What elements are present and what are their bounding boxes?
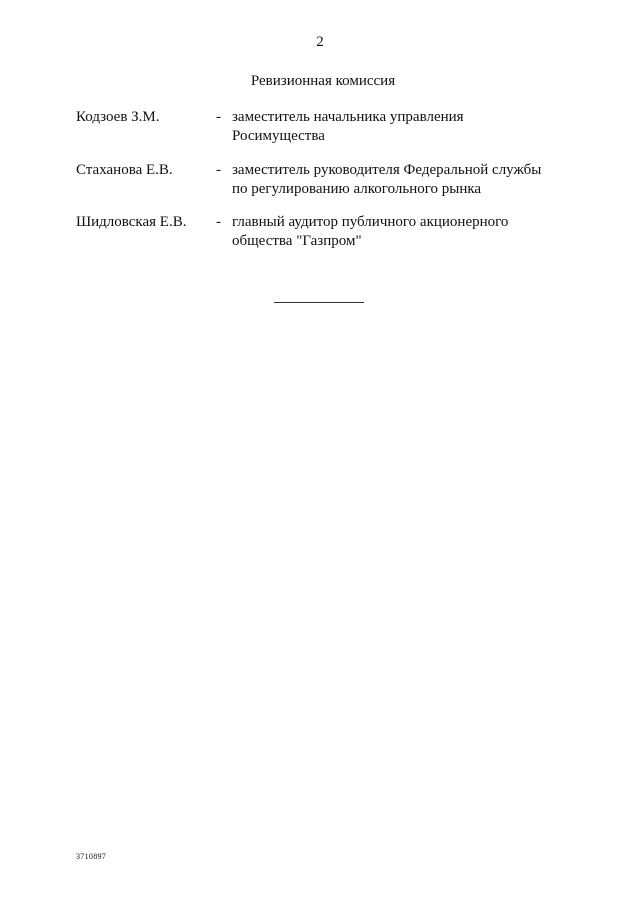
end-of-list-rule	[274, 302, 364, 303]
member-name: Стаханова Е.В.	[76, 162, 173, 178]
document-code: 3710897	[76, 852, 107, 861]
member-role-line: главный аудитор публичного акционерного	[232, 214, 509, 230]
member-dash: -	[216, 162, 221, 178]
member-role-line: общества "Газпром"	[232, 233, 362, 249]
member-name: Кодзоев З.М.	[76, 109, 160, 125]
member-role-line: Росимущества	[232, 128, 325, 144]
member-dash: -	[216, 109, 221, 125]
member-role-line: заместитель начальника управления	[232, 109, 464, 125]
member-name: Шидловская Е.В.	[76, 214, 187, 230]
member-role	[232, 108, 562, 146]
page-number: 2	[316, 34, 324, 50]
member-role-line: по регулированию алкогольного рынка	[232, 181, 482, 197]
member-dash: -	[216, 214, 221, 230]
section-title: Ревизионная комиссия	[250, 73, 396, 89]
member-role	[232, 161, 562, 199]
member-role	[232, 213, 562, 251]
member-role-line: заместитель руководителя Федеральной службы	[232, 162, 542, 178]
